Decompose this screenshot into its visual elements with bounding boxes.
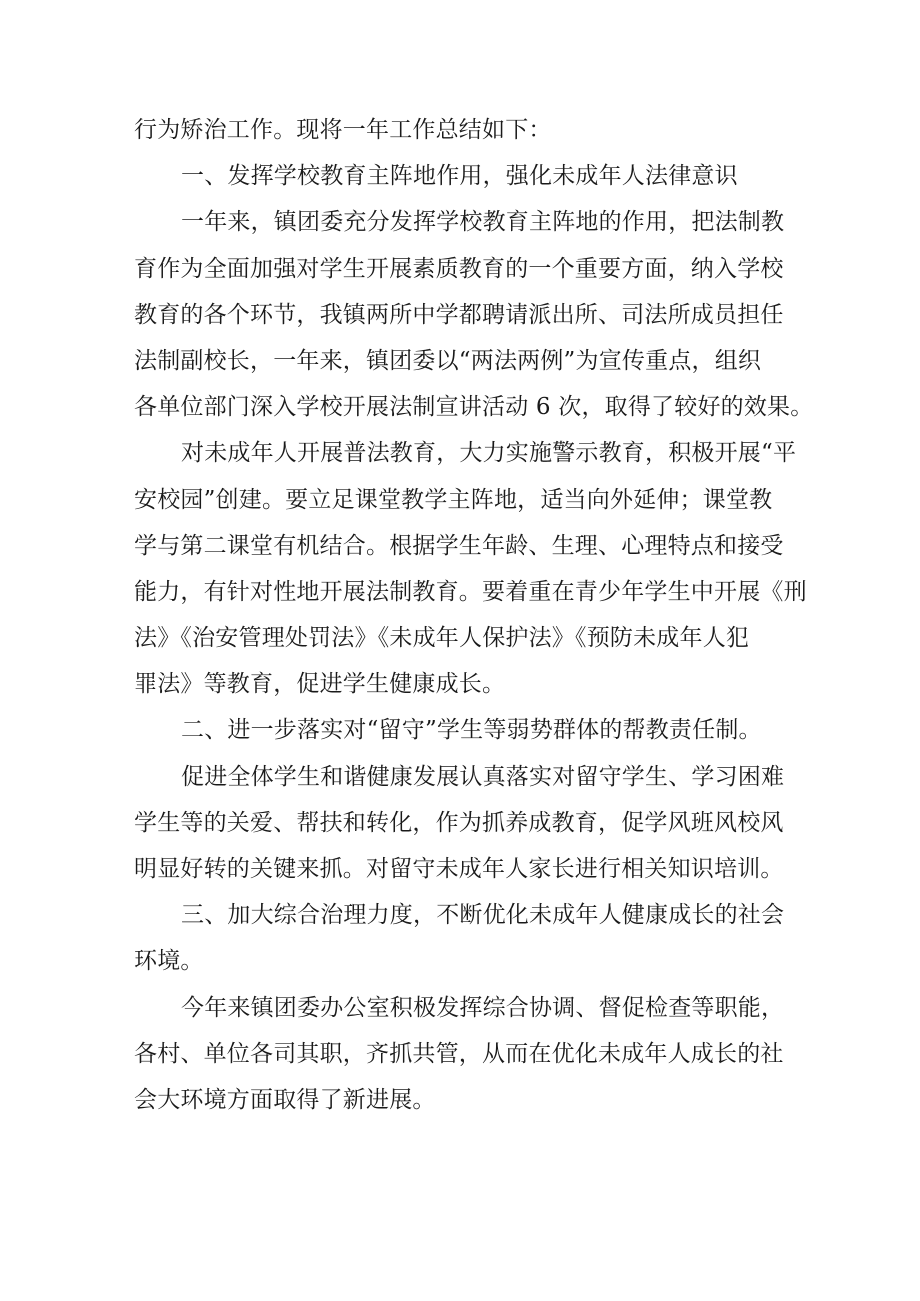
- text-line: 学与第二课堂有机结合。根据学生年龄、生理、心理特点和接受: [134, 532, 784, 559]
- section-heading-2: 二、进一步落实对“留守”学生等弱势群体的帮教责任制。: [181, 717, 762, 744]
- text-line: 各单位部门深入学校开展法制宣讲活动 6 次，取得了较好的效果。: [134, 394, 814, 421]
- section-heading-1: 一、发挥学校教育主阵地作用，强化未成年人法律意识: [181, 163, 738, 190]
- text-line: 教育的各个环节，我镇两所中学都聘请派出所、司法所成员担任: [134, 301, 784, 328]
- text-line: 各村、单位各司其职，齐抓共管，从而在优化未成年人成长的社: [134, 1040, 784, 1067]
- text-line: 明显好转的关键来抓。对留守未成年人家长进行相关知识培训。: [134, 856, 784, 882]
- text-line: 会大环境方面取得了新进展。: [134, 1086, 436, 1113]
- text-line: 今年来镇团委办公室积极发挥综合协调、督促检查等职能，: [181, 994, 785, 1021]
- text-line: 法制副校长，一年来，镇团委以“两法两例”为宣传重点，组织: [134, 347, 762, 374]
- text-line: 法》《治安管理处罚法》《未成年人保护法》《预防未成年人犯: [134, 625, 750, 652]
- text-line: 能力，有针对性地开展法制教育。要着重在青少年学生中开展《刑: [134, 578, 807, 605]
- text-line: 罪法》等教育，促进学生健康成长。: [134, 671, 506, 698]
- text-line: 促进全体学生和谐健康发展认真落实对留守学生、学习困难: [181, 763, 785, 790]
- text-line: 环境。: [134, 948, 204, 975]
- text-line: 行为矫治工作。现将一年工作总结如下：: [134, 117, 552, 143]
- text-line: 对未成年人开展普法教育，大力实施警示教育，积极开展“平: [181, 440, 797, 467]
- text-line: 安校园”创建。要立足课堂教学主阵地，适当向外延伸；课堂教: [134, 486, 773, 513]
- text-line: 一年来，镇团委充分发挥学校教育主阵地的作用，把法制教: [181, 209, 785, 236]
- text-line: 育作为全面加强对学生开展素质教育的一个重要方面，纳入学校: [134, 255, 784, 282]
- document-body: [134, 107, 814, 1123]
- text-line: 学生等的关爱、帮扶和转化，作为抓养成教育，促学风班风校风: [134, 809, 784, 836]
- section-heading-3: 三、加大综合治理力度，不断优化未成年人健康成长的社会: [181, 902, 785, 929]
